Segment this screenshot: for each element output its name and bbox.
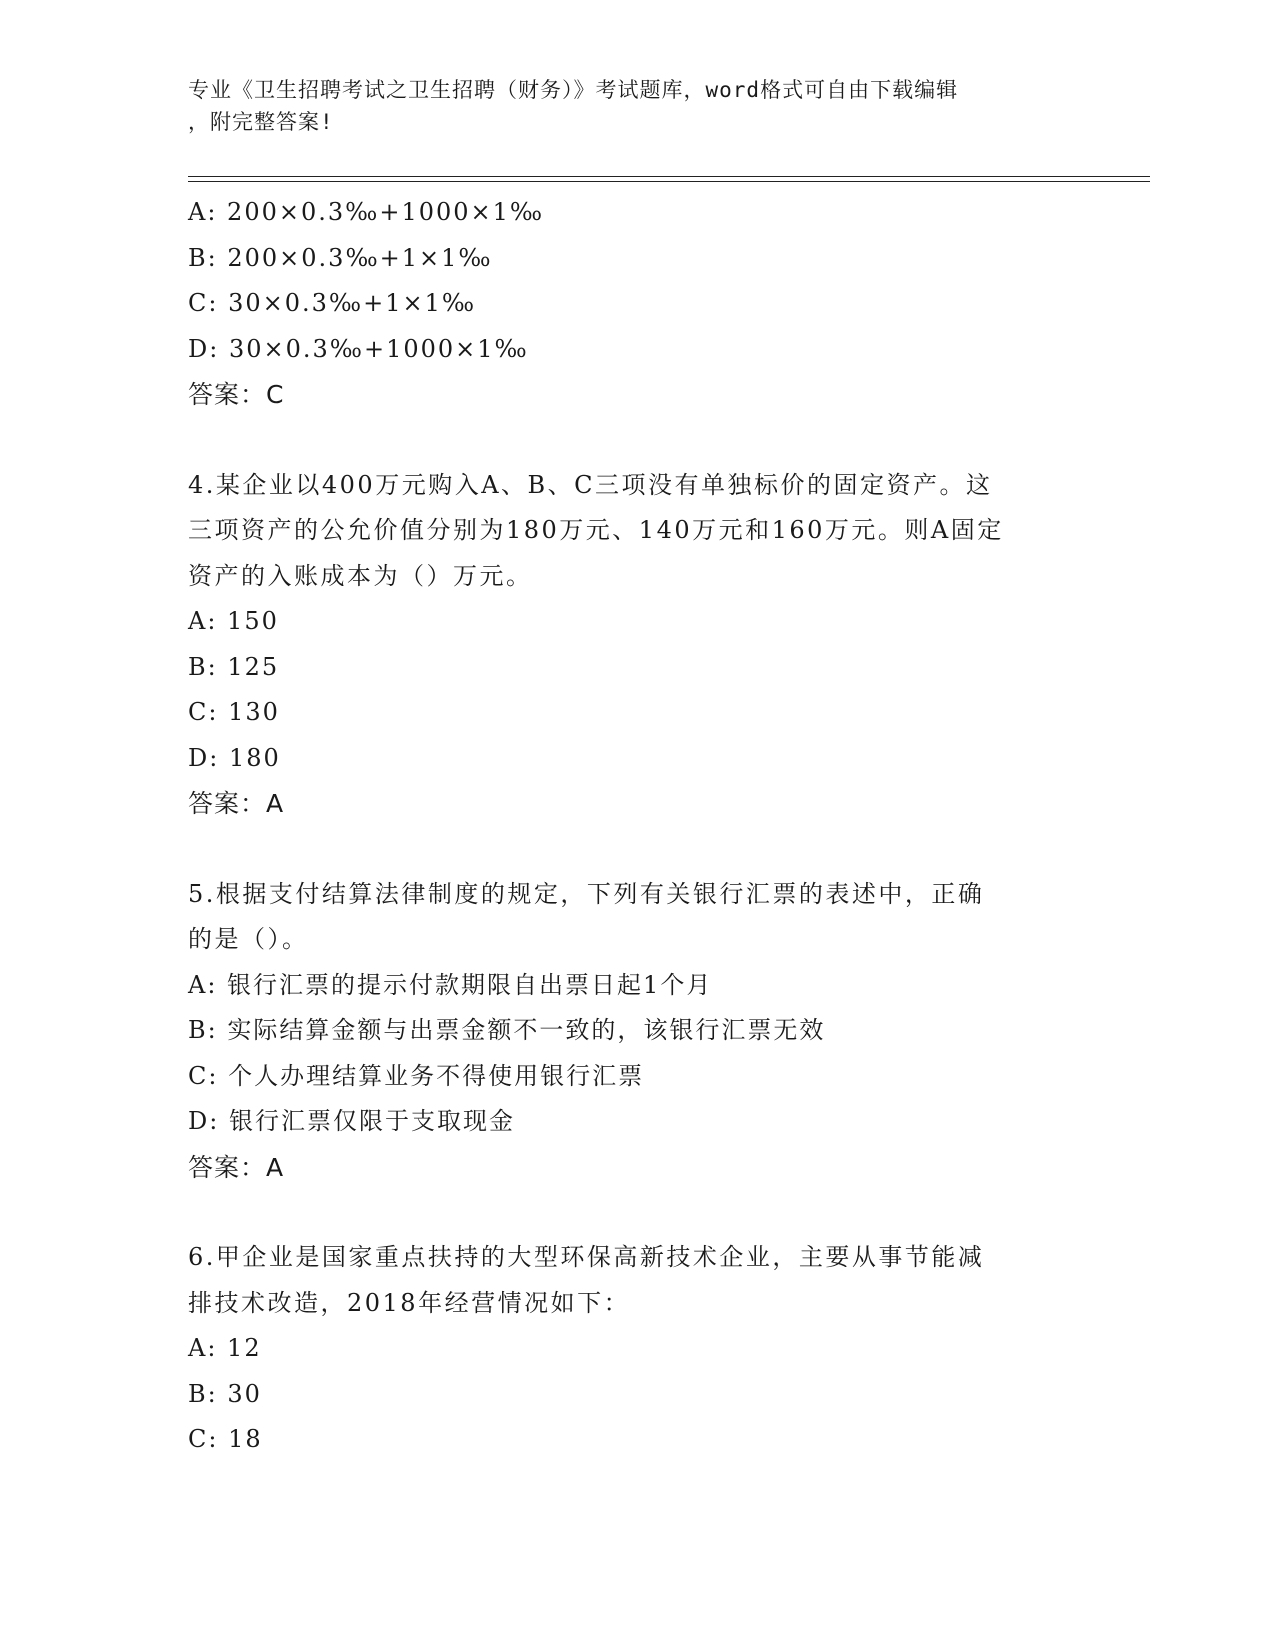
option-b: B: 30 <box>188 1379 262 1408</box>
option-d: D: 30×0.3‰+1000×1‰ <box>188 334 529 363</box>
spacer <box>188 1190 1088 1235</box>
option-a: A: 200×0.3‰+1000×1‰ <box>188 198 545 226</box>
stem-line: 排技术改造，2018年经营情况如下： <box>188 1288 631 1317</box>
stem-line: 6.甲企业是国家重点扶持的大型环保高新技术企业，主要从事节能减 <box>188 1243 985 1271</box>
header-divider-bottom <box>188 181 1150 182</box>
option-b: B: 实际结算金额与出票金额不一致的，该银行汇票无效 <box>188 1016 826 1044</box>
option-b: B: 200×0.3‰+1×1‰ <box>188 243 493 272</box>
answer: 答案：A <box>188 789 285 818</box>
stem-line: 资产的入账成本为（）万元。 <box>188 561 533 590</box>
header-line-2: ，附完整答案! <box>188 110 334 134</box>
stem-line: 4.某企业以400万元购入A、B、C三项没有单独标价的固定资产。这 <box>188 470 993 499</box>
option-d: D: 银行汇票仅限于支取现金 <box>188 1107 515 1135</box>
option-c: C: 30×0.3‰+1×1‰ <box>188 289 477 317</box>
option-c: C: 18 <box>188 1425 263 1453</box>
stem-line: 的是（）。 <box>188 925 309 953</box>
question-6 <box>188 1235 1088 1463</box>
stem-line: 三项资产的公允价值分别为180万元、140万元和160万元。则A固定 <box>188 516 1004 544</box>
document-header <box>188 74 1078 138</box>
question-4 <box>188 463 1088 827</box>
option-b: B: 125 <box>188 652 280 681</box>
question-3 <box>188 190 1088 418</box>
question-stem <box>188 1235 1068 1326</box>
spacer <box>188 827 1088 872</box>
spacer <box>188 418 1088 463</box>
option-d: D: 180 <box>188 743 281 772</box>
option-a: A: 12 <box>188 1334 262 1362</box>
answer: 答案：A <box>188 1152 285 1182</box>
option-c: C: 130 <box>188 698 280 726</box>
question-stem <box>188 872 1068 963</box>
stem-line: 5.根据支付结算法律制度的规定，下列有关银行汇票的表述中，正确 <box>188 879 985 908</box>
option-a: A: 150 <box>188 607 279 635</box>
option-c: C: 个人办理结算业务不得使用银行汇票 <box>188 1061 645 1090</box>
header-line-1: 专业《卫生招聘考试之卫生招聘（财务）》考试题库，word格式可自由下载编辑 <box>188 78 959 102</box>
option-a: A: 银行汇票的提示付款期限自出票日起1个月 <box>188 970 713 999</box>
answer: 答案：C <box>188 380 285 409</box>
header-divider-top <box>188 176 1150 177</box>
question-list <box>188 190 1088 1463</box>
question-5 <box>188 872 1088 1191</box>
question-stem <box>188 463 1068 600</box>
